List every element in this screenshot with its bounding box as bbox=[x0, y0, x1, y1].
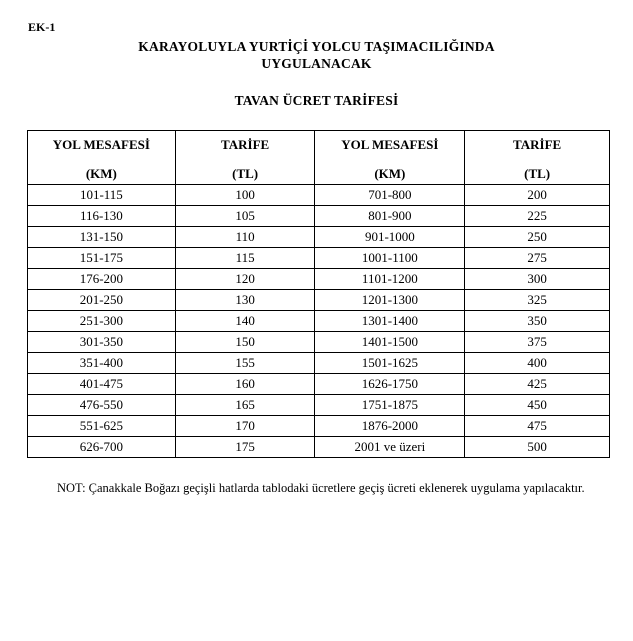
distance-cell: 701-800 bbox=[315, 185, 465, 206]
table-row bbox=[28, 206, 610, 227]
table-row bbox=[28, 416, 610, 437]
tariff-cell: 165 bbox=[175, 395, 315, 416]
tariff-cell: 130 bbox=[175, 290, 315, 311]
distance-cell: 1201-1300 bbox=[315, 290, 465, 311]
tariff-cell: 300 bbox=[465, 269, 610, 290]
tariff-cell: 200 bbox=[465, 185, 610, 206]
document-subtitle: TAVAN ÜCRET TARİFESİ bbox=[234, 93, 399, 108]
table-row bbox=[28, 185, 610, 206]
table-row bbox=[28, 248, 610, 269]
header-tariff-right bbox=[465, 131, 610, 185]
header-distance-unit: (KM) bbox=[374, 166, 406, 181]
header-distance-left bbox=[28, 131, 176, 185]
distance-cell: 1101-1200 bbox=[315, 269, 465, 290]
distance-cell: 1626-1750 bbox=[315, 374, 465, 395]
tariff-cell: 500 bbox=[465, 437, 610, 458]
tariff-cell: 140 bbox=[175, 311, 315, 332]
header-tariff-left bbox=[175, 131, 315, 185]
tariff-cell: 120 bbox=[175, 269, 315, 290]
table-row bbox=[28, 395, 610, 416]
distance-cell: 301-350 bbox=[28, 332, 176, 353]
tariff-cell: 175 bbox=[175, 437, 315, 458]
tariff-cell: 170 bbox=[175, 416, 315, 437]
distance-cell: 1001-1100 bbox=[315, 248, 465, 269]
distance-cell: 1301-1400 bbox=[315, 311, 465, 332]
distance-cell: 251-300 bbox=[28, 311, 176, 332]
header-distance-label: YOL MESAFESİ bbox=[52, 137, 150, 152]
distance-cell: 901-1000 bbox=[315, 227, 465, 248]
annex-label: EK-1 bbox=[28, 20, 56, 34]
table-header-row bbox=[28, 131, 610, 185]
tariff-cell: 350 bbox=[465, 311, 610, 332]
header-distance-unit: (KM) bbox=[85, 166, 117, 181]
header-tariff-unit: (TL) bbox=[232, 166, 259, 181]
tariff-cell: 400 bbox=[465, 353, 610, 374]
distance-cell: 116-130 bbox=[28, 206, 176, 227]
distance-cell: 201-250 bbox=[28, 290, 176, 311]
tariff-cell: 425 bbox=[465, 374, 610, 395]
tariff-cell: 250 bbox=[465, 227, 610, 248]
tariff-cell: 375 bbox=[465, 332, 610, 353]
distance-cell: 801-900 bbox=[315, 206, 465, 227]
distance-cell: 2001 ve üzeri bbox=[315, 437, 465, 458]
tariff-cell: 155 bbox=[175, 353, 315, 374]
tariff-cell: 160 bbox=[175, 374, 315, 395]
distance-cell: 151-175 bbox=[28, 248, 176, 269]
header-tariff-label: TARİFE bbox=[513, 137, 562, 152]
table-row bbox=[28, 311, 610, 332]
table-row bbox=[28, 269, 610, 290]
table-row bbox=[28, 332, 610, 353]
distance-cell: 131-150 bbox=[28, 227, 176, 248]
table-row bbox=[28, 353, 610, 374]
distance-cell: 101-115 bbox=[28, 185, 176, 206]
tariff-cell: 115 bbox=[175, 248, 315, 269]
distance-cell: 176-200 bbox=[28, 269, 176, 290]
table-row bbox=[28, 374, 610, 395]
tariff-cell: 105 bbox=[175, 206, 315, 227]
header-distance-right bbox=[315, 131, 465, 185]
tariff-cell: 150 bbox=[175, 332, 315, 353]
footnote: NOT: Çanakkale Boğazı geçişli hatlarda tablodaki ücretlere geçiş ücreti eklenerek uygulama yapılacaktır. bbox=[57, 481, 585, 495]
tariff-cell: 110 bbox=[175, 227, 315, 248]
table-row bbox=[28, 227, 610, 248]
tariff-table bbox=[27, 130, 610, 458]
header-tariff-unit: (TL) bbox=[524, 166, 551, 181]
distance-cell: 1751-1875 bbox=[315, 395, 465, 416]
distance-cell: 551-625 bbox=[28, 416, 176, 437]
table-row bbox=[28, 437, 610, 458]
table-row bbox=[28, 290, 610, 311]
tariff-cell: 100 bbox=[175, 185, 315, 206]
document-title-line-1: KARAYOLUYLA YURTİÇİ YOLCU TAŞIMACILIĞINDA bbox=[138, 39, 495, 54]
distance-cell: 401-475 bbox=[28, 374, 176, 395]
distance-cell: 351-400 bbox=[28, 353, 176, 374]
distance-cell: 476-550 bbox=[28, 395, 176, 416]
distance-cell: 1401-1500 bbox=[315, 332, 465, 353]
tariff-cell: 475 bbox=[465, 416, 610, 437]
document-title-line-2: UYGULANACAK bbox=[261, 56, 372, 71]
tariff-cell: 225 bbox=[465, 206, 610, 227]
tariff-cell: 325 bbox=[465, 290, 610, 311]
header-distance-label: YOL MESAFESİ bbox=[341, 137, 439, 152]
header-tariff-label: TARİFE bbox=[221, 137, 270, 152]
distance-cell: 1876-2000 bbox=[315, 416, 465, 437]
tariff-cell: 450 bbox=[465, 395, 610, 416]
distance-cell: 626-700 bbox=[28, 437, 176, 458]
tariff-cell: 275 bbox=[465, 248, 610, 269]
distance-cell: 1501-1625 bbox=[315, 353, 465, 374]
